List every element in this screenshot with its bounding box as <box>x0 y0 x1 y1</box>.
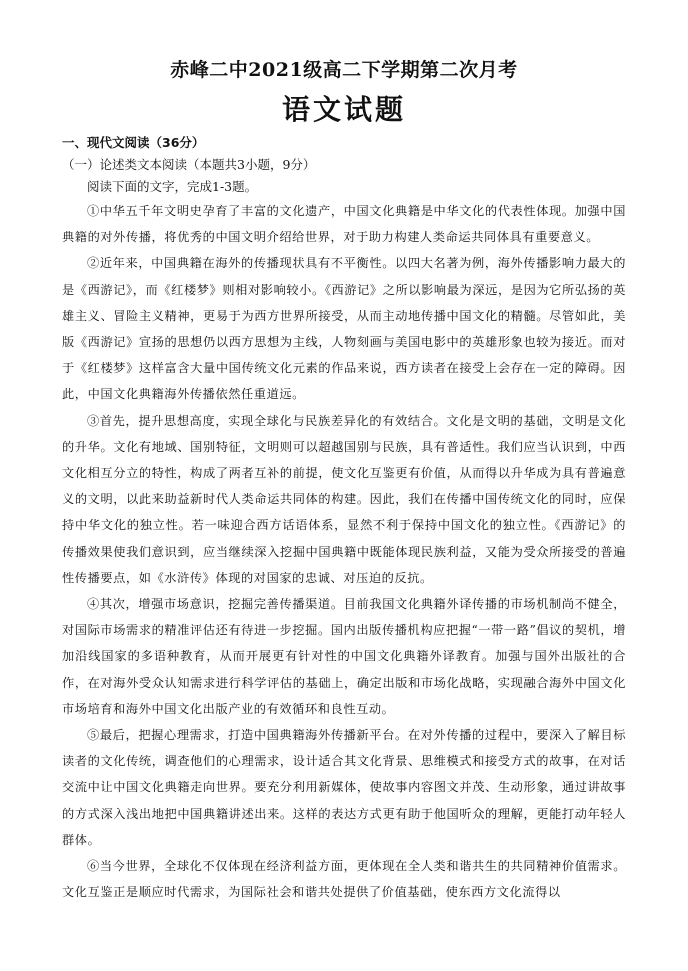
reading-passage <box>62 198 626 905</box>
passage-paragraph-3: ③首先，提升思想高度，实现全球化与民族差异化的有效结合。文化是文明的基础，文明是文化的升华。文化有地域、国别特征，文明则可以超越国别与民族，具有普适性。我们应当认识到，中西文化相互分立的特性，构成了两者互补的前提，使文化互鉴更有价值，从而得以升华成为具有普遍意义的文明，以此来助益新时代人类命运共同体的构建。因此，我们在传播中国传统文化的同时，应保持中华文化的独立性。若一味迎合西方话语体系，显然不利于保持中国文化的独立性。《西游记》的传播效果使我们意识到，应当继续深入挖掘中国典籍中既能体现民族利益，又能为受众所接受的普遍性传播要点，如《水浒传》体现的对国家的忠诚、对压迫的反抗。 <box>62 413 626 585</box>
exam-subtitle: 语文试题 <box>281 93 406 126</box>
section-heading: 一、现代文阅读（36分） <box>62 135 205 150</box>
passage-paragraph-5: ⑤最后，把握心理需求，打造中国典籍海外传播新平台。在对外传播的过程中，要深入了解目标读者的文化传统，调查他们的心理需求，设计适合其文化背景、思维模式和接受方式的故事，在对话交流中让中国文化典籍走向世界。要充分利用新媒体，使故事内容图文并茂、生动形象，通过讲故事的方式深入浅出地把中国典籍讲述出来。这样的表达方式更有助于他国听众的理解，更能打动年轻人群体。 <box>62 728 626 847</box>
passage-paragraph-2: ②近年来，中国典籍在海外的传播现状具有不平衡性。以四大名著为例，海外传播影响力最大的是《西游记》，而《红楼梦》则相对影响较小。《西游记》之所以影响最为深远，是因为它所弘扬的英雄主义、冒险主义精神，更易于为西方世界所接受，从而主动地传播中国文化的精髓。尽管如此，美版《西游记》宣扬的思想仍以西方思想为主线，人物刻画与美国电影中的英雄形象也较为接近。而对于《红楼梦》这样富含大量中国传统文化元素的作品来说，西方读者在接受上会存在一定的障碍。因此，中国文化典籍海外传播依然任重道远。 <box>62 256 626 402</box>
subsection-heading: （一）论述类文本阅读（本题共3小题，9分） <box>62 157 316 172</box>
passage-paragraph-6: ⑥当今世界，全球化不仅体现在经济利益方面，更体现在全人类和谐共生的共同精神价值需求。文化互鉴正是顺应时代需求，为国际社会和谐共处提供了价值基础，使东西方文化流得以 <box>62 859 626 900</box>
reading-instruction: 阅读下面的文字，完成1-3题。 <box>87 179 258 194</box>
exam-title: 赤峰二中2021级高二下学期第二次月考 <box>170 59 518 81</box>
passage-paragraph-4: ④其次，增强市场意识，挖掘完善传播渠道。目前我国文化典籍外译传播的市场机制尚不健全，对国际市场需求的精准评估还有待进一步挖掘。国内出版传播机构应把握“一带一路”倡议的契机，增加沿线国家的多语种教育，从而开展更有针对性的中国文化典籍外译教育。加强与国外出版社的合作，在对海外受众认知需求进行科学评估的基础上，确定出版和市场化战略，实现融合海外中国文化市场培育和海外中国文化出版产业的有效循环和良性互动。 <box>62 597 626 716</box>
passage-paragraph-1: ①中华五千年文明史孕育了丰富的文化遗产，中国文化典籍是中华文化的代表性体现。加强中国典籍的对外传播，将优秀的中国文明介绍给世界，对于助力构建人类命运共同体具有重要意义。 <box>62 204 626 245</box>
